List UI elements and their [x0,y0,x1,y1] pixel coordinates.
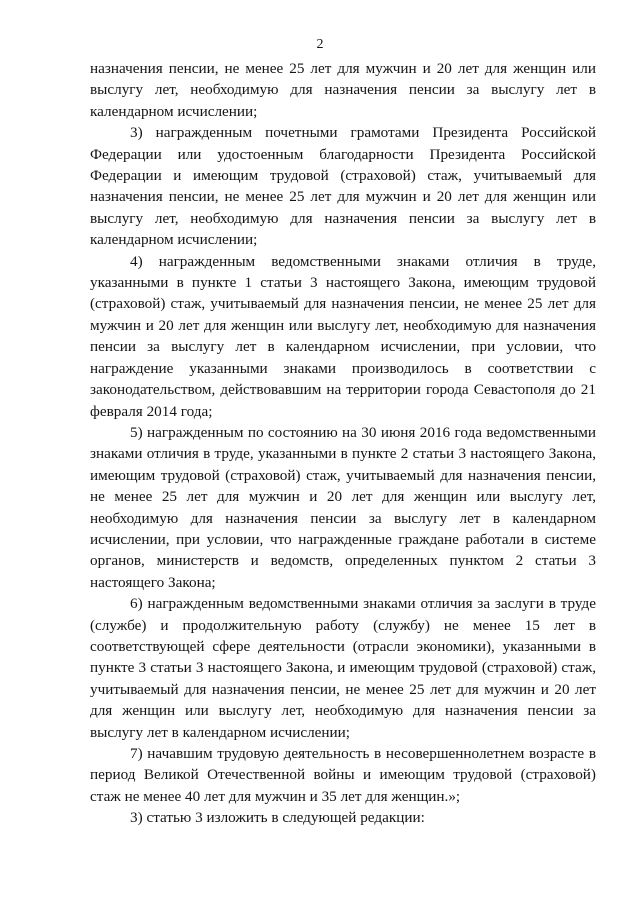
paragraph-amendment-article-3: 3) статью 3 изложить в следующей редакции: [130,809,425,827]
paragraph-item-7: 7) начавшим трудовую деятельность в несовершеннолетнем возрасте в период Великой Отечественной войны и имеющим трудовой (страховой) стаж не менее 40 лет для мужчин и 35 лет для женщин.»; [90,745,596,805]
paragraph-item-5: 5) награжденным по состоянию на 30 июня 2016 года ведомственными знаками отличия в труде, указанными в пункте 2 статьи 3 настоящего Закона, имеющим трудовой (страховой) стаж, учитываемый для назначения пенсии, не менее 25 лет для мужчин и 20 лет для женщин или выслугу лет, необходимую для назначения пенсии за выслугу лет в календарном исчислении, при условии, что награжденные граждане работали в системе органов, министерств и ведомств, определенных пунктом 2 статьи 3 настоящего Закона; [90,423,596,591]
paragraph-continuation: назначения пенсии, не менее 25 лет для мужчин и 20 лет для женщин или выслугу лет, необходимую для назначения пенсии за выслугу лет в календарном исчислении; [90,60,596,120]
document-body [90,58,596,829]
paragraph-item-6: 6) награжденным ведомственными знаками отличия за заслуги в труде (службе) и продолжительную работу (службу) не менее 15 лет в соответствующей сфере деятельности (отрасли экономики), указанными в пункте 3 статьи 3 настоящего Закона, и имеющим трудовой (страховой) стаж, учитываемый для назначения пенсии, не менее 25 лет для мужчин и 20 лет для женщин или выслугу лет, необходимую для назначения пенсии за выслугу лет в календарном исчислении; [90,595,596,741]
paragraph-item-4: 4) награжденным ведомственными знаками отличия в труде, указанными в пункте 1 статьи 3 настоящего Закона, имеющим трудовой (страховой) стаж, учитываемый для назначения пенсии, не менее 25 лет для мужчин и 20 лет для женщин или выслугу лет, необходимую для назначения пенсии за выслугу лет в календарном исчислении, при условии, что награждение указанными знаками производилось в соответствии с законодательством, действовавшим на территории города Севастополя до 21 февраля 2014 года; [90,252,596,420]
paragraph-item-3: 3) награжденным почетными грамотами Президента Российской Федерации или удостоенным благодарности Президента Российской Федерации и имеющим трудовой (страховой) стаж, учитываемый для назначения пенсии, не менее 25 лет для мужчин и 20 лет для женщин или выслугу лет, необходимую для назначения пенсии за выслугу лет в календарном исчислении; [90,124,596,249]
page-number: 2 [316,37,324,52]
